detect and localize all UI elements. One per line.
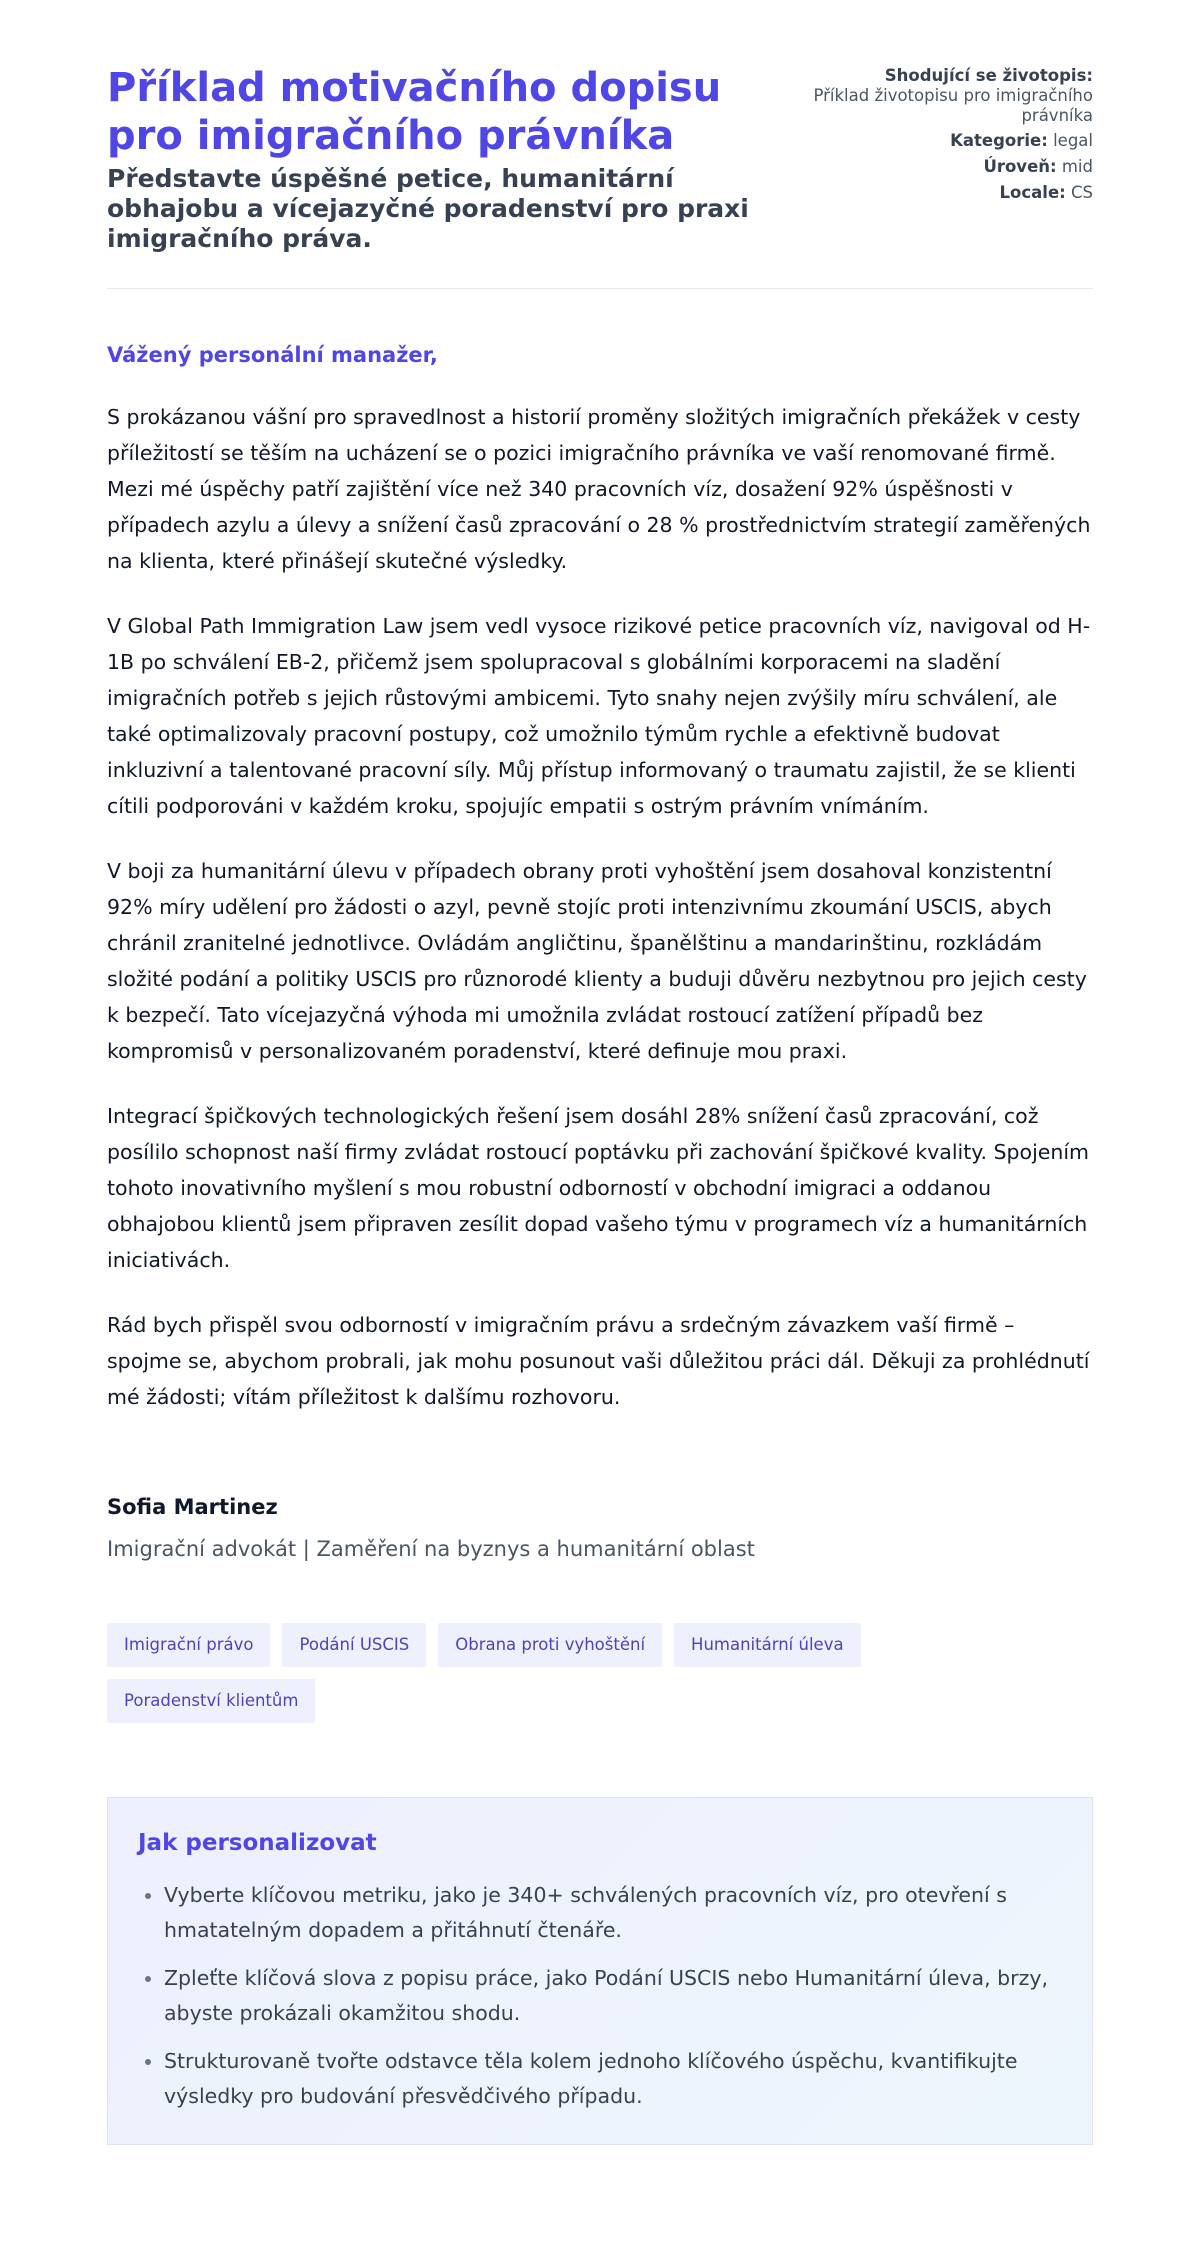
salutation: Vážený personální manažer, — [107, 343, 438, 367]
tag-immigration-law: Imigrační právo — [107, 1623, 270, 1667]
tag-list — [107, 1623, 927, 1723]
meta-resume-label: Shodující se životopis: — [884, 66, 1093, 85]
title-block — [107, 64, 787, 254]
tag-uscis-filings: Podání USCIS — [282, 1623, 426, 1667]
signature-role: Imigrační advokát | Zaměření na byznys a humanitární oblast — [107, 1537, 755, 1561]
tag-humanitarian-relief: Humanitární úleva — [674, 1623, 861, 1667]
letter-paragraph: Integrací špičkových technologických řešení jsem dosáhl 28% snížení časů zpracování, což posílilo schopnost naší firmy zvládat rostoucí poptávku při zachování špičkové kvality. Spojením tohoto inovativního myšlení s mou robustní odborností v obchodní imigraci a oddanou obhajobou klientů jsem připraven zesílit dopad vašeho týmu v programech víz a humanitárních iniciativách. — [107, 1104, 1090, 1272]
meta-locale — [803, 183, 1093, 203]
signature — [107, 1493, 1093, 1563]
tips-item: • Vyberte klíčovou metriku, jako je 340+ schválených pracovních víz, pro otevření s hmatatelným dopadem a přitáhnutí čtenáře. — [164, 1878, 1050, 1948]
letter-paragraph: Rád bych přispěl svou odborností v imigračním právu a srdečným závazkem vaší firmě – spojme se, abychom probrali, jak mohu posunout vaši důležitou práci dál. Děkuji za prohlédnutí mé žádosti; vítám příležitost k dalšímu rozhovoru. — [107, 1313, 1090, 1409]
meta-resume — [803, 66, 1093, 126]
meta-category-label: Kategorie: — [950, 131, 1048, 150]
tips-list — [138, 1878, 1050, 2114]
tips-title: Jak personalizovat — [138, 1830, 377, 1856]
meta-level-label: Úroveň: — [983, 157, 1057, 176]
page-header — [107, 64, 1093, 289]
meta-level — [803, 157, 1093, 177]
page-subtitle: Představte úspěšné petice, humanitární obhajobu a vícejazyčné poradenství pro praxi imigračního práva. — [107, 164, 749, 253]
meta-locale-label: Locale: — [999, 183, 1066, 202]
tag-client-counseling: Poradenství klientům — [107, 1679, 315, 1723]
meta-locale-value: CS — [1071, 183, 1093, 202]
tips-item: • Strukturovaně tvořte odstavce těla kolem jednoho klíčového úspěchu, kvantifikujte výsledky pro budování přesvědčivého případu. — [164, 2044, 1050, 2114]
letter-paragraph: V Global Path Immigration Law jsem vedl vysoce rizikové petice pracovních víz, navigoval od H-1B po schválení EB-2, přičemž jsem spolupracoval s globálními korporacemi na sladění imigračních potřeb s jejich růstovými ambicemi. Tyto snahy nejen zvýšily míru schválení, ale také optimalizovaly pracovní postupy, což umožnilo týmům rychle a efektivně budovat inkluzivní a talentované pracovní síly. Můj přístup informovaný o traumatu zajistil, že se klienti cítili podporováni v každém kroku, spojujíc empatii s ostrým právním vnímáním. — [107, 614, 1091, 818]
tips-item: • Zpleťte klíčová slova z popisu práce, jako Podání USCIS nebo Humanitární úleva, brzy, abyste prokázali okamžitou shodu. — [164, 1961, 1050, 2031]
meta-category — [803, 131, 1093, 151]
letter-body — [107, 289, 1093, 1415]
tag-removal-defense: Obrana proti vyhoštění — [438, 1623, 662, 1667]
meta-level-value: mid — [1061, 157, 1093, 176]
letter-paragraph: S prokázanou vášní pro spravedlnost a historií proměny složitých imigračních překážek v cesty příležitostí se těším na ucházení se o pozici imigračního právníka ve vaší renomované firmě. Mezi mé úspěchy patří zajištění více než 340 pracovních víz, dosažení 92% úspěšnosti v případech azylu a úlevy a snížení časů zpracování o 28 % prostřednictvím strategií zaměřených na klienta, které přinášejí skutečné výsledky. — [107, 405, 1091, 573]
page-title: Příklad motivačního dopisu pro imigračního právníka — [107, 65, 722, 159]
personalize-tips-box — [107, 1797, 1093, 2145]
meta-panel — [803, 64, 1093, 209]
meta-category-value: legal — [1053, 131, 1093, 150]
meta-resume-value: Příklad životopisu pro imigračního právníka — [813, 86, 1093, 125]
letter-paragraph: V boji za humanitární úlevu v případech obrany proti vyhoštění jsem dosahoval konzistentní 92% míry udělení pro žádosti o azyl, pevně stojíc proti intenzivnímu zkoumání USCIS, abych chránil zranitelné jednotlivce. Ovládám angličtinu, španělštinu a mandarinštinu, rozkládám složité podání a politiky USCIS pro různorodé klienty a buduji důvěru nezbytnou pro jejich cesty k bezpečí. Tato vícejazyčná výhoda mi umožnila zvládat rostoucí zatížení případů bez kompromisů v personalizovaném poradenství, které definuje mou praxi. — [107, 859, 1087, 1063]
signature-name: Sofia Martinez — [107, 1495, 278, 1519]
